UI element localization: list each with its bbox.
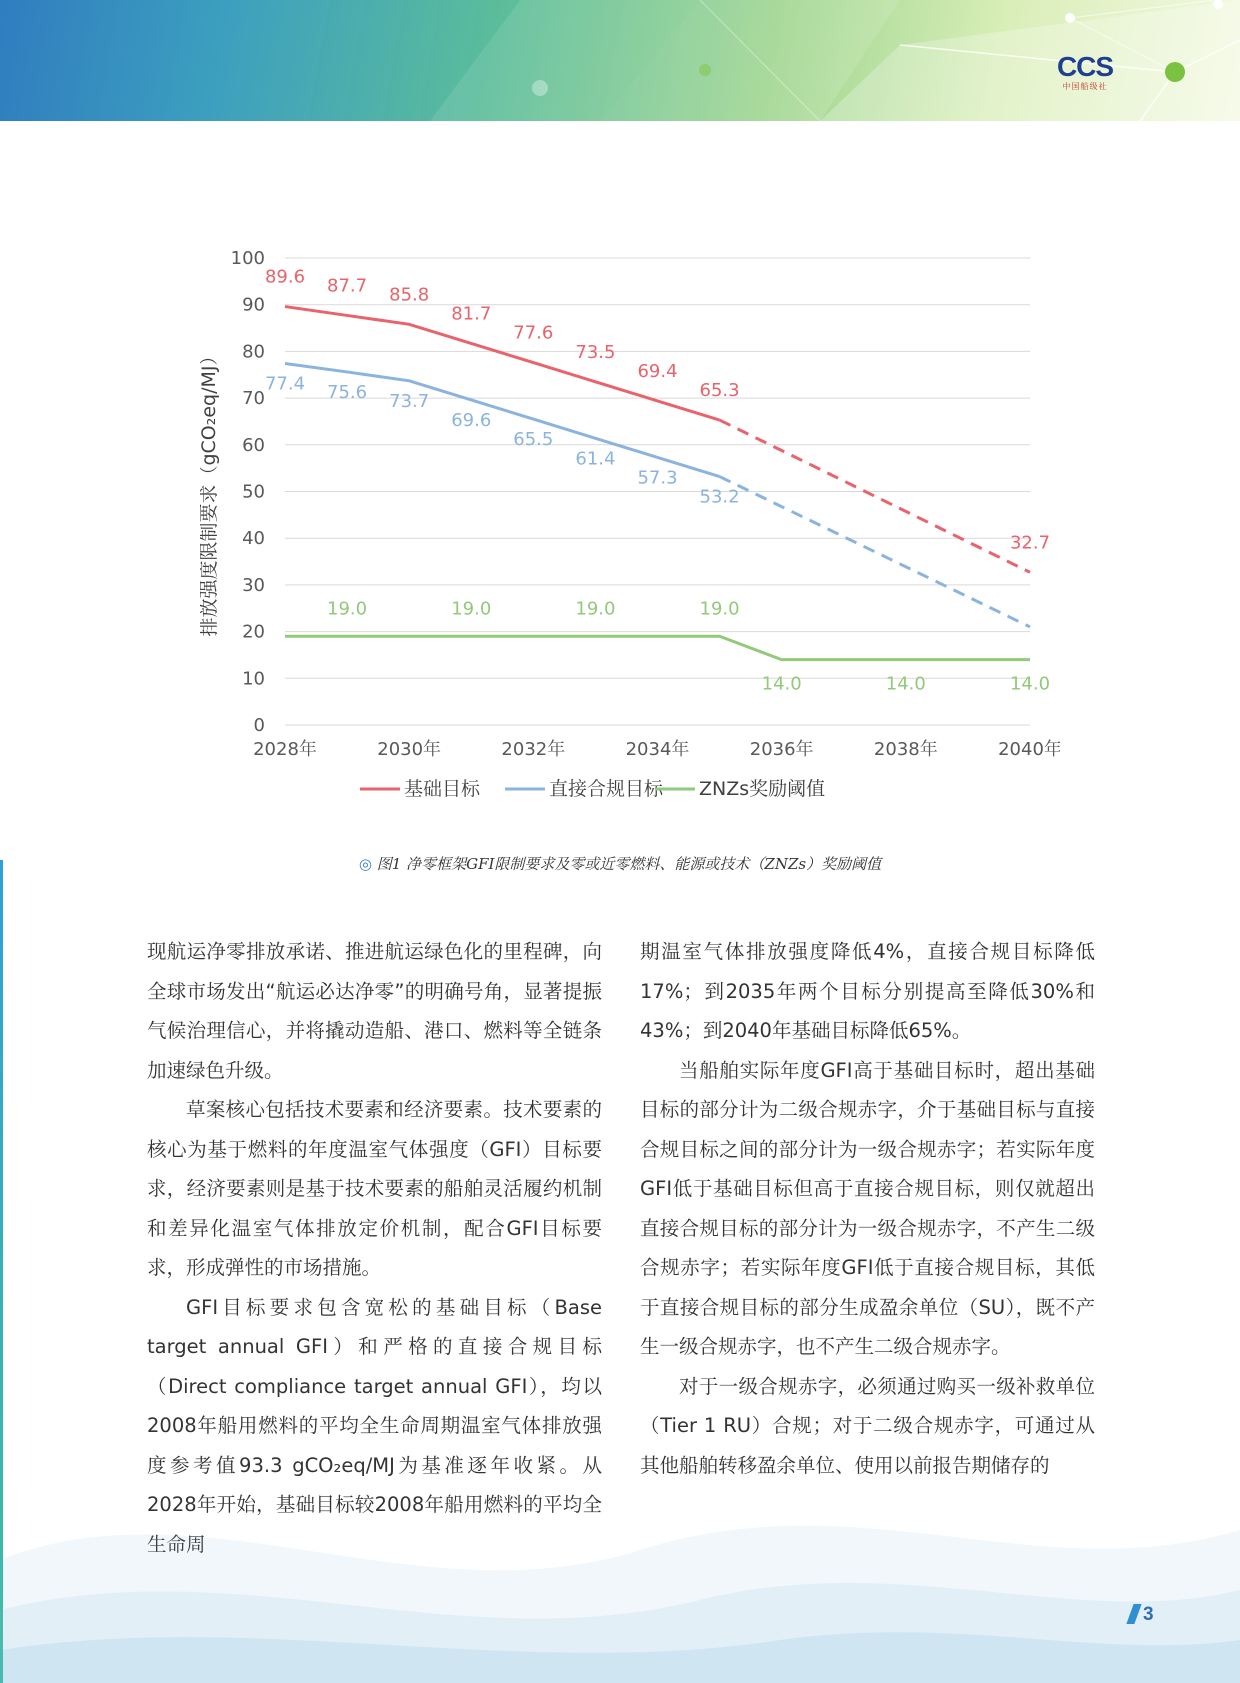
series-line-dashed xyxy=(720,420,1030,572)
data-label: 73.5 xyxy=(575,341,616,363)
y-tick-label: 70 xyxy=(242,388,265,410)
y-tick-label: 0 xyxy=(253,715,265,736)
data-label: 14.0 xyxy=(1009,673,1051,695)
x-tick-label: 2036年 xyxy=(749,739,814,760)
data-label: 19.0 xyxy=(451,598,492,620)
y-tick-label: 100 xyxy=(230,248,265,269)
data-label: 69.6 xyxy=(451,409,492,431)
x-tick-label: 2030年 xyxy=(377,739,442,760)
legend-label: 直接合规目标 xyxy=(549,778,664,800)
legend-label: ZNZs奖励阈值 xyxy=(699,778,826,800)
x-tick-label: 2034年 xyxy=(625,739,690,760)
y-tick-label: 90 xyxy=(242,294,265,316)
data-label: 65.5 xyxy=(513,429,554,451)
y-tick-label: 60 xyxy=(242,434,265,456)
data-label: 14.0 xyxy=(885,673,926,695)
series-line-solid xyxy=(285,636,1030,659)
x-tick-label: 2038年 xyxy=(873,739,938,760)
gfi-chart xyxy=(200,230,1060,830)
paragraph: 期温室气体排放强度降低4%，直接合规目标降低17%；到2035年两个目标分别提高至降低30%和43%；到2040年基础目标降低65%。 xyxy=(640,940,1095,1042)
y-tick-label: 50 xyxy=(242,481,265,503)
footer-wave-decoration xyxy=(0,1440,1240,1683)
paragraph: 对于一级合规赤字，必须通过购买一级补救单位（Tier 1 RU）合规；对于二级合规赤字，可通过从其他船舶转移盈余单位、使用以前报告期储存的 xyxy=(640,1374,1095,1477)
data-label: 14.0 xyxy=(761,673,802,695)
logo-subtitle: 中国船级社 xyxy=(1062,82,1108,91)
paragraph: 当船舶实际年度GFI高于基础目标时，超出基础目标的部分计为二级合规赤字，介于基础目标与直接合规目标之间的部分计为一级合规赤字；若实际年度GFI低于基础目标但高于直接合规目标，则仅就超出直接合规目标的部分计为一级合规赤字，不产生二级合规赤字；若实际年度GFI低于直接合规目标，其低于直接合规目标的部分生成盈余单位（SU），既不产生一级合规赤字，也不产生二级合规赤字。 xyxy=(640,1058,1095,1358)
legend-label: 基础目标 xyxy=(404,778,481,800)
paragraph: 现航运净零排放承诺、推进航运绿色化的里程碑，向全球市场发出“航运必达净零”的明确号角，显著提振气候治理信心，并将撬动造船、港口、燃料等全链条加速绿色升级。 xyxy=(147,940,602,1082)
data-label: 85.8 xyxy=(389,284,430,306)
caption-text: 图1 净零框架GFI限制要求及零或近零燃料、能源或技术（ZNZs）奖励阈值 xyxy=(376,855,882,873)
data-label: 19.0 xyxy=(699,598,740,620)
data-label: 57.3 xyxy=(637,467,678,489)
data-label: 81.7 xyxy=(451,303,492,325)
y-tick-label: 10 xyxy=(242,668,265,690)
data-label: 65.3 xyxy=(699,380,740,402)
caption-mark-icon: ◎ xyxy=(358,855,372,873)
data-label: 87.7 xyxy=(327,275,368,297)
data-label: 89.6 xyxy=(264,266,306,288)
paragraph: GFI目标要求包含宽松的基础目标（Base target annual GFI）和严格的直接合规目标（Direct compliance target annual GFI），均以2008年船用燃料的平均全生命周期温室气体排放强度参考值93.3 gCO₂eq/MJ为基准逐年收紧。从2028年开始，基础目标较2008年船用燃料的平均全 xyxy=(147,1295,602,1516)
data-label: 61.4 xyxy=(575,448,616,470)
ccs-logo xyxy=(1052,52,1118,98)
y-tick-label: 40 xyxy=(242,528,265,550)
data-label: 19.0 xyxy=(575,598,616,620)
data-label: 77.6 xyxy=(513,322,554,344)
y-tick-label: 80 xyxy=(242,341,265,363)
chart-svg xyxy=(200,230,1060,830)
series-line-dashed xyxy=(720,477,1030,627)
y-axis-label: 排放强度限制要求（gCO₂eq/MJ） xyxy=(200,346,220,637)
data-label: 19.0 xyxy=(327,598,368,620)
x-tick-label: 2032年 xyxy=(501,739,566,760)
y-tick-label: 30 xyxy=(242,574,265,596)
data-label: 73.7 xyxy=(389,390,430,412)
y-tick-label: 20 xyxy=(242,621,265,643)
header-banner xyxy=(0,0,1240,121)
data-label: 53.2 xyxy=(699,486,740,508)
figure-caption xyxy=(0,853,1240,874)
page-number: 3 xyxy=(1143,1604,1154,1625)
data-label: 32.7 xyxy=(1009,532,1051,554)
paragraph: 草案核心包括技术要素和经济要素。技术要素的核心为基于燃料的年度温室气体强度（GFI）目标要求，经济要素则是基于技术要素的船舶灵活履约机制和差异化温室气体排放定价机制，配合GFI目标要求，形成弹性的市场措施。 xyxy=(147,1098,602,1279)
data-label: 77.4 xyxy=(264,373,306,395)
data-label: 75.6 xyxy=(327,381,368,403)
logo-mark: CCS xyxy=(1056,51,1114,82)
x-tick-label: 2028年 xyxy=(253,739,317,760)
right-column xyxy=(640,932,1095,1485)
data-label: 69.4 xyxy=(637,360,678,382)
x-tick-label: 2040年 xyxy=(998,739,1060,760)
